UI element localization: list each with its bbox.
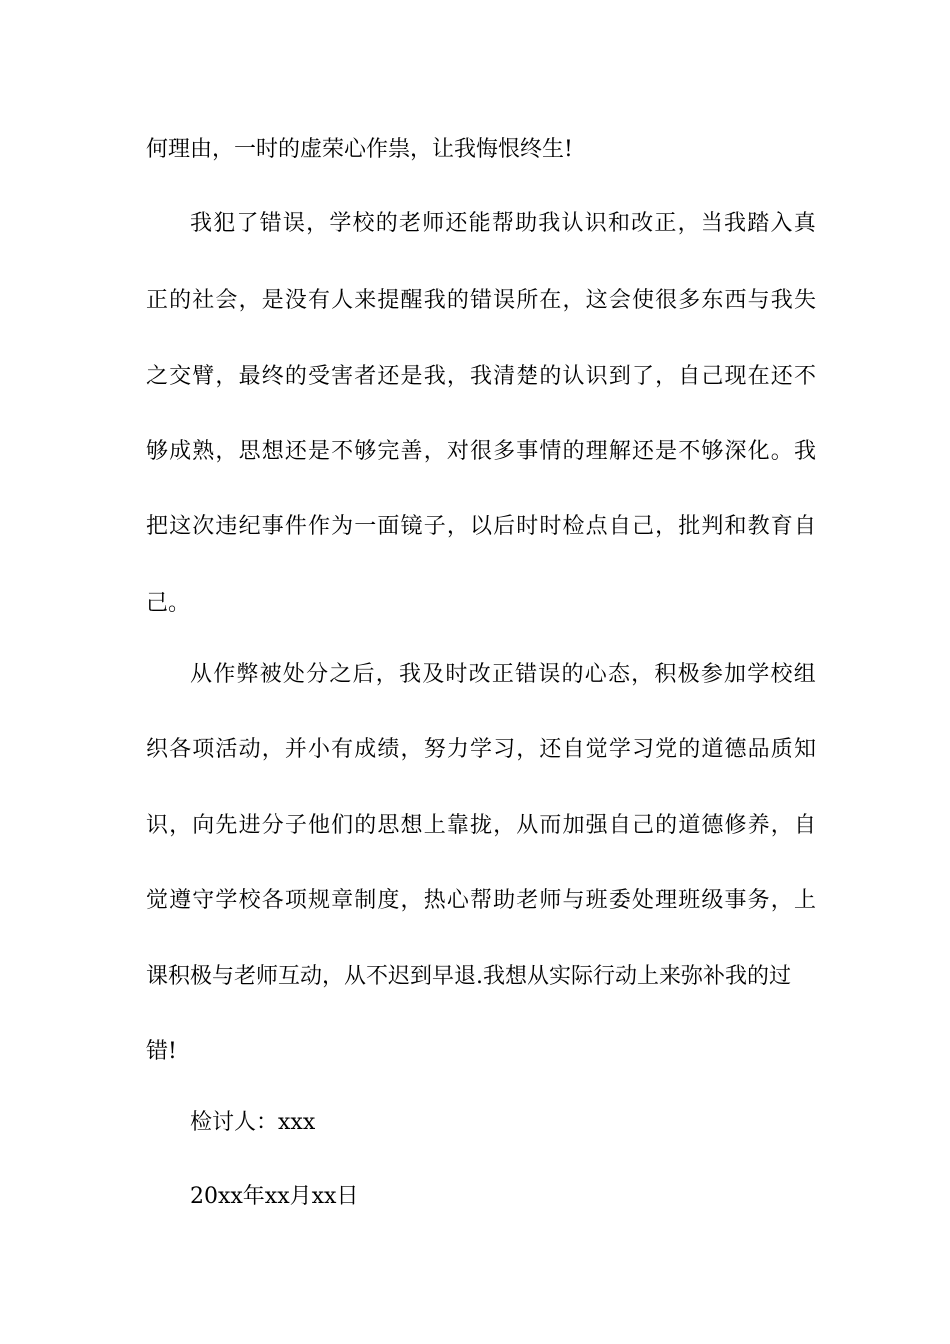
signatory-line: 检讨人：xxx bbox=[190, 1110, 316, 1135]
text-line: 织 各 项 活 动 ， 并 小 有 成 绩 ， 努 力 学 习 ， 还 自 觉 学 习 党 的 道 德 品 质 知 bbox=[146, 737, 816, 762]
text-line: 课积极与老师互动，从不迟到早退.我想从实际行动上来弥补我的过 bbox=[146, 964, 791, 989]
paragraph-first-line: 从 作 弊 被 处 分 之 后 ， 我 及 时 改 正 错 误 的 心 态 ， 积 极 参 加 学 校 组 bbox=[190, 662, 816, 687]
text-line: 之 交 臂 ， 最 终 的 受 害 者 还 是 我 ， 我 清 楚 的 认 识 到 了 ， 自 己 现 在 还 不 bbox=[146, 364, 816, 389]
paragraph-first-line: 我 犯 了 错 误 ， 学 校 的 老 师 还 能 帮 助 我 认 识 和 改 正 ， 当 我 踏 入 真 bbox=[190, 211, 816, 236]
text-line: 己。 bbox=[146, 591, 191, 616]
date-line: 20xx年xx月xx日 bbox=[190, 1184, 359, 1209]
text-line: 何理由，一时的虚荣心作祟，让我悔恨终生! bbox=[146, 137, 573, 162]
text-line: 识 ， 向 先 进 分 子 他 们 的 思 想 上 靠 拢 ， 从 而 加 强 自 己 的 道 德 修 养 ， 自 bbox=[146, 813, 816, 838]
text-line: 错! bbox=[146, 1039, 177, 1064]
text-line: 把 这 次 违 纪 事 件 作 为 一 面 镜 子 ， 以 后 时 时 检 点 自 己 ， 批 判 和 教 育 自 bbox=[146, 514, 816, 539]
text-line: 够 成 熟 ， 思 想 还 是 不 够 完 善 ， 对 很 多 事 情 的 理 解 还 是 不 够 深 化 。 我 bbox=[146, 439, 816, 464]
text-line: 正 的 社 会 ， 是 没 有 人 来 提 醒 我 的 错 误 所 在 ， 这 会 使 很 多 东 西 与 我 失 bbox=[146, 288, 816, 313]
text-line: 觉 遵 守 学 校 各 项 规 章 制 度 ， 热 心 帮 助 老 师 与 班 委 处 理 班 级 事 务 ， 上 bbox=[146, 888, 816, 913]
